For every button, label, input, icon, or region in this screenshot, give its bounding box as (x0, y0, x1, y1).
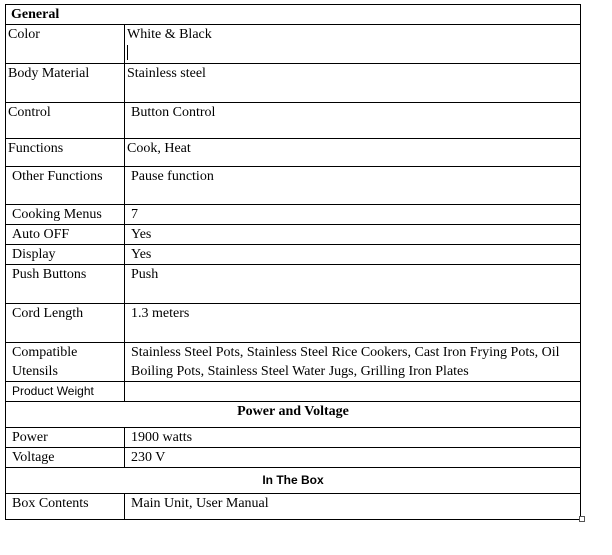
row-label-cord-length: Cord Length (6, 304, 125, 343)
spec-table (5, 4, 581, 520)
row-value-other-functions: Pause function (125, 167, 581, 205)
table-row (6, 103, 581, 139)
text-cursor (127, 45, 128, 60)
table-row (6, 25, 581, 64)
row-label-cooking-menus: Cooking Menus (6, 205, 125, 225)
row-value-color[interactable] (125, 25, 581, 64)
row-value-compatible-utensils: Stainless Steel Pots, Stainless Steel Rice Cookers, Cast Iron Frying Pots, Oil Boiling Pots, Stainless Steel Water Jugs, Grilling Iron Plates (125, 343, 581, 382)
row-label-display: Display (6, 245, 125, 265)
row-label-push-buttons: Push Buttons (6, 265, 125, 304)
table-row (6, 205, 581, 225)
table-row (6, 428, 581, 448)
row-value-box-contents: Main Unit, User Manual (125, 494, 581, 520)
table-row (6, 64, 581, 103)
row-label-auto-off: Auto OFF (6, 225, 125, 245)
table-row (6, 265, 581, 304)
row-value-push-buttons: Push (125, 265, 581, 304)
row-label-compatible-utensils: Compatible Utensils (6, 343, 125, 382)
table-row (6, 343, 581, 382)
table-row (6, 245, 581, 265)
table-resize-handle[interactable] (579, 516, 585, 522)
section-row-box (6, 468, 581, 494)
table-row (6, 494, 581, 520)
table-row (6, 448, 581, 468)
row-value-control: Button Control (125, 103, 581, 139)
row-value-voltage: 230 V (125, 448, 581, 468)
row-value-product-weight (125, 382, 581, 402)
row-label-control: Control (6, 103, 125, 139)
section-box: In The Box (6, 468, 581, 494)
table-row (6, 167, 581, 205)
row-value-display: Yes (125, 245, 581, 265)
table-row (6, 139, 581, 167)
row-value-cord-length: 1.3 meters (125, 304, 581, 343)
row-label-product-weight: Product Weight (6, 382, 125, 402)
row-label-power: Power (6, 428, 125, 448)
row-value-auto-off: Yes (125, 225, 581, 245)
row-label-body-material: Body Material (6, 64, 125, 103)
row-label-color: Color (6, 25, 125, 64)
row-value-color-text: White & Black (127, 27, 212, 42)
section-row-power (6, 402, 581, 428)
row-value-cooking-menus: 7 (125, 205, 581, 225)
row-label-functions: Functions (6, 139, 125, 167)
row-value-functions: Cook, Heat (125, 139, 581, 167)
table-row (6, 304, 581, 343)
row-label-voltage: Voltage (6, 448, 125, 468)
row-label-box-contents: Box Contents (6, 494, 125, 520)
table-row (6, 225, 581, 245)
section-general: General (6, 5, 581, 25)
table-row (6, 382, 581, 402)
row-value-power: 1900 watts (125, 428, 581, 448)
section-power: Power and Voltage (6, 402, 581, 428)
row-label-other-functions: Other Functions (6, 167, 125, 205)
section-row-general (6, 5, 581, 25)
row-value-body-material: Stainless steel (125, 64, 581, 103)
